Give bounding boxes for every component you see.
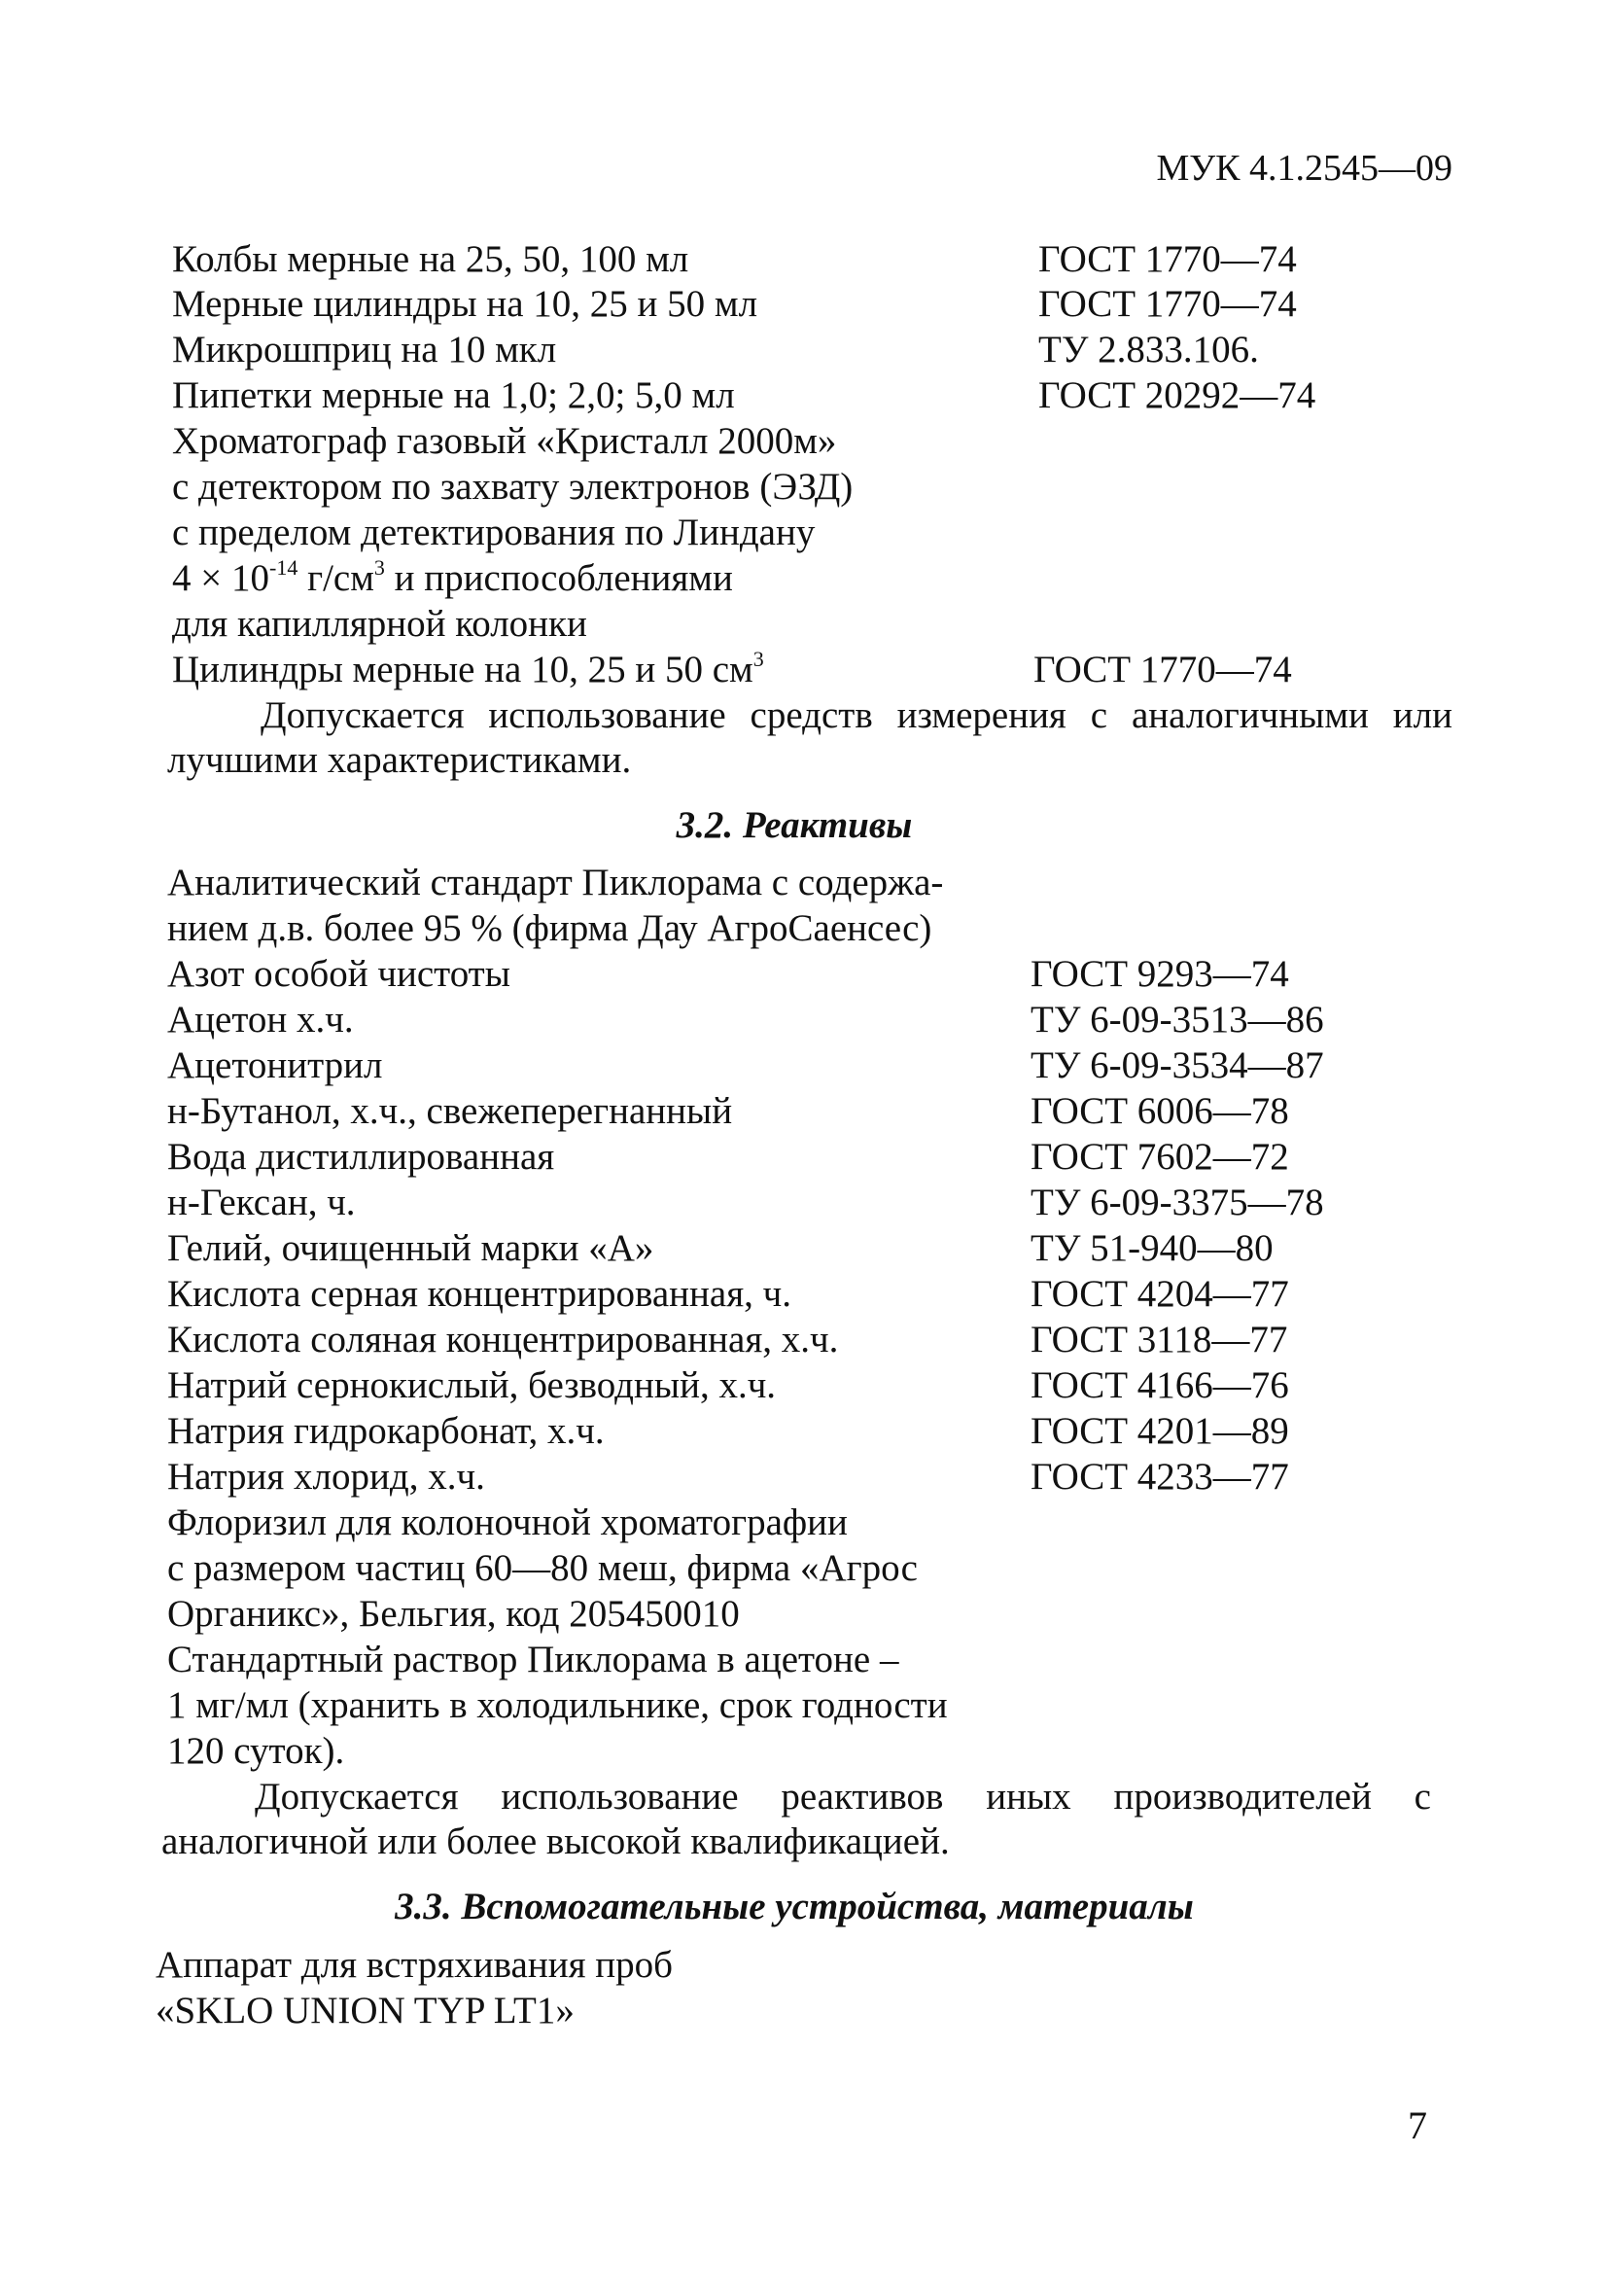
exponent: -14 (269, 555, 298, 580)
list-item: Натрий сернокислый, безводный, х.ч. (167, 1364, 777, 1406)
list-item: с размером частиц 60—80 меш, фирма «Агрос (167, 1547, 918, 1589)
document-id-header: МУК 4.1.2545—09 (1156, 148, 1452, 189)
list-item: Гелий, очищенный марки «А» (167, 1227, 654, 1269)
list-item: Микрошприц на 10 мкл (172, 329, 557, 371)
standard-ref: ГОСТ 1770—74 (1033, 649, 1292, 690)
standard-ref: ГОСТ 3118—77 (1031, 1319, 1288, 1360)
list-item: н-Бутанол, х.ч., свежеперегнанный (167, 1090, 733, 1132)
list-item: Вода дистиллированная (167, 1136, 555, 1178)
section-title-reagents: 3.2. Реактивы (676, 804, 913, 846)
standard-ref: ТУ 51-940—80 (1031, 1227, 1274, 1269)
standard-ref: ТУ 2.833.106. (1038, 329, 1259, 371)
standard-ref: ТУ 6-09-3513—86 (1031, 999, 1324, 1041)
list-item: Ацетонитрил (167, 1044, 383, 1086)
list-item (172, 648, 764, 697)
list-item: 1 мг/мл (хранить в холодильнике, срок годности (167, 1684, 948, 1726)
list-item: Кислота соляная концентрированная, х.ч. (167, 1319, 839, 1360)
equipment-note: Допускается использование средств измерения с аналогичными или лучшими характеристиками. (167, 694, 1452, 781)
standard-ref: ГОСТ 4166—76 (1031, 1364, 1289, 1406)
text-part: Цилиндры мерные на 10, 25 и 50 см (172, 649, 753, 690)
reagents-note: Допускается использование реактивов иных производителей с аналогичной или более высокой квалификацией. (161, 1776, 1431, 1862)
standard-ref: ГОСТ 7602—72 (1031, 1136, 1289, 1178)
list-item: Ацетон х.ч. (167, 999, 354, 1041)
standard-ref: ГОСТ 20292—74 (1038, 374, 1316, 416)
list-item: с детектором по захвату электронов (ЭЗД) (172, 466, 854, 508)
list-item: Натрия гидрокарбонат, х.ч. (167, 1410, 605, 1452)
list-item: нием д.в. более 95 % (фирма Дау АгроСаенсес) (167, 907, 932, 949)
standard-ref: ГОСТ 4201—89 (1031, 1410, 1289, 1452)
standard-ref: ГОСТ 6006—78 (1031, 1090, 1289, 1132)
standard-ref: ТУ 6-09-3534—87 (1031, 1044, 1324, 1086)
list-item: «SKLO UNION TYP LT1» (156, 1990, 575, 2031)
section-title-auxiliary: 3.3. Вспомогательные устройства, материалы (395, 1886, 1194, 1927)
standard-ref: ГОСТ 9293—74 (1031, 953, 1289, 995)
list-item: н-Гексан, ч. (167, 1182, 356, 1223)
list-item: Кислота серная концентрированная, ч. (167, 1273, 792, 1315)
list-item: Азот особой чистоты (167, 953, 510, 995)
text-part: и приспособлениями (384, 557, 733, 599)
standard-ref: ТУ 6-09-3375—78 (1031, 1182, 1324, 1223)
text-part: г/см (297, 557, 374, 599)
standard-ref: ГОСТ 4204—77 (1031, 1273, 1289, 1315)
list-item: Колбы мерные на 25, 50, 100 мл (172, 238, 689, 280)
list-item: Мерные цилиндры на 10, 25 и 50 мл (172, 283, 758, 325)
list-item: 120 суток). (167, 1730, 345, 1772)
list-item: для капиллярной колонки (172, 603, 587, 645)
list-item: Стандартный раствор Пиклорама в ацетоне – (167, 1639, 899, 1680)
list-item: Пипетки мерные на 1,0; 2,0; 5,0 мл (172, 374, 735, 416)
standard-ref: ГОСТ 4233—77 (1031, 1456, 1289, 1498)
list-item: Органикс», Бельгия, код 205450010 (167, 1593, 740, 1635)
list-item: Флоризил для колоночной хроматографии (167, 1501, 848, 1543)
page-number: 7 (1408, 2103, 1427, 2147)
list-item: Аналитический стандарт Пиклорама с содержа- (167, 862, 944, 903)
list-item (172, 556, 733, 606)
text-part: 4 × 10 (172, 557, 269, 599)
list-item: Аппарат для встряхивания проб (156, 1944, 673, 1986)
exponent: 3 (752, 647, 764, 671)
list-item: с пределом детектирования по Линдану (172, 512, 816, 553)
standard-ref: ГОСТ 1770—74 (1038, 238, 1297, 280)
list-item: Натрия хлорид, х.ч. (167, 1456, 485, 1498)
standard-ref: ГОСТ 1770—74 (1038, 283, 1297, 325)
list-item: Хроматограф газовый «Кристалл 2000м» (172, 420, 837, 462)
exponent: 3 (373, 555, 385, 580)
